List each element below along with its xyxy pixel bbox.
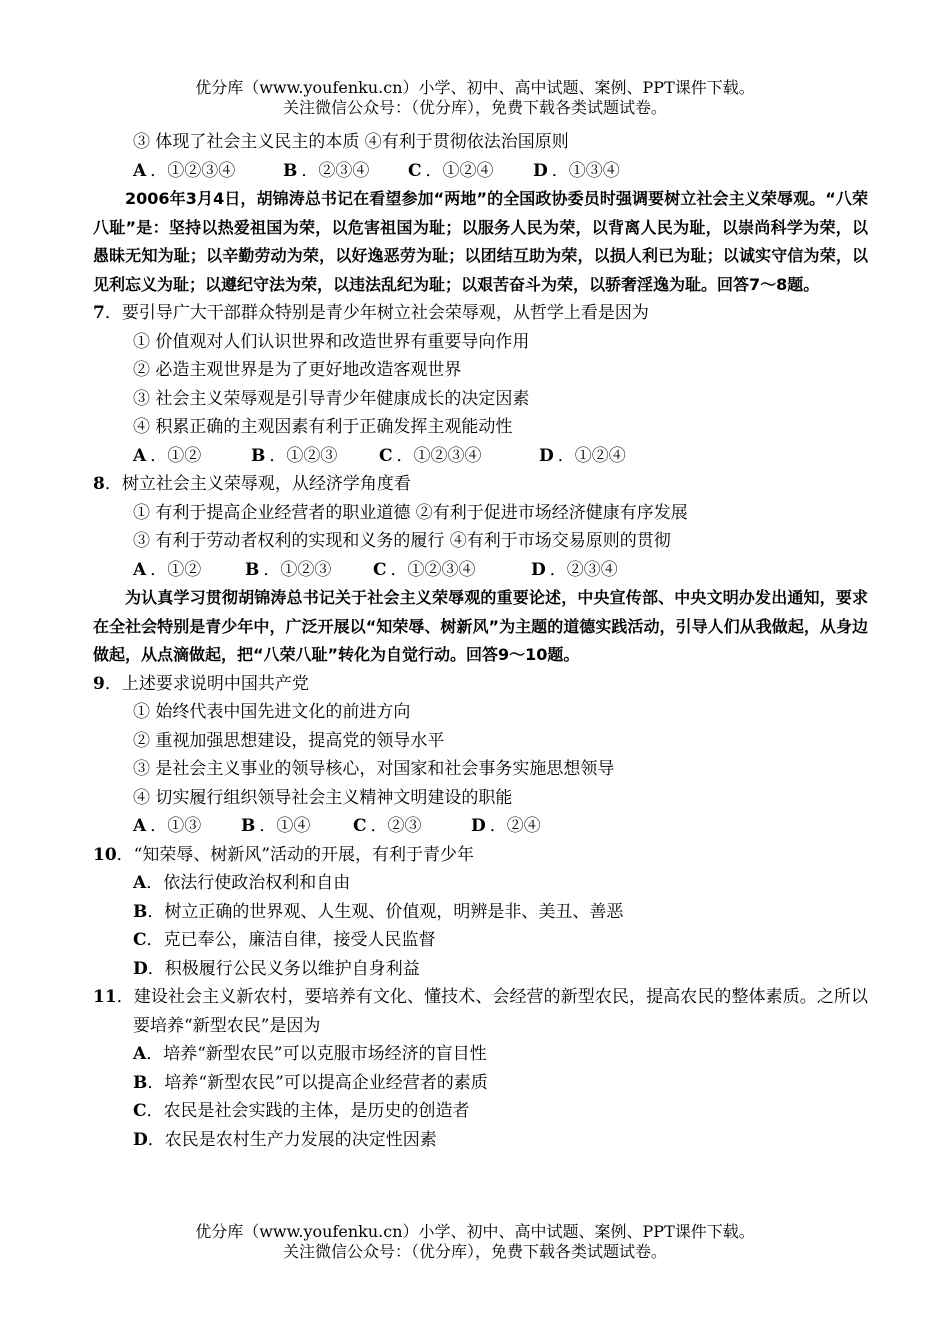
page-header xyxy=(0,78,950,118)
option-d: D ．②③④ xyxy=(531,559,618,580)
prev-options xyxy=(93,157,868,186)
question-8: 8．树立社会主义荣辱观，从经济学角度看 xyxy=(93,474,411,494)
q7-item-4: ④ 积累正确的主观因素有利于正确发挥主观能动性 xyxy=(133,417,513,437)
header-line-1: 优分库（www.youfenku.cn）小学、初中、高中试题、案例、PPT课件下载。 xyxy=(195,78,755,97)
q8-options xyxy=(93,556,868,585)
q11-choice-d: D．农民是农村生产力发展的决定性因素 xyxy=(133,1129,437,1150)
passage-1: 2006年3月4日，胡锦涛总书记在看望参加“两地”的全国政协委员时强调要树立社会主义荣辱观。“八荣八耻”是：坚持以热爱祖国为荣，以危害祖国为耻；以服务人民为荣，以背离人民为耻，以崇尚科学为荣，以愚昧无知为耻；以辛勤劳动为荣，以好逸恶劳为耻；以团结互助为荣，以损人利已为耻；以诚实守信为荣，以见利忘义为耻；以遵纪守法为荣，以违法乱纪为耻；以艰苦奋斗为荣，以骄奢淫逸为耻。回答7～8题。 xyxy=(93,189,868,294)
q8-item-1: ① 有利于提高企业经营者的职业道德 ②有利于促进市场经济健康有序发展 xyxy=(133,502,688,523)
question-9: 9．上述要求说明中国共产党 xyxy=(93,673,309,694)
q9-options xyxy=(93,812,868,841)
q7-options xyxy=(93,442,868,471)
q11-choice-b: B．培养“新型农民”可以提高企业经营者的素质 xyxy=(133,1072,488,1093)
header-line-2: 关注微信公众号：（优分库），免费下载各类试题试卷。 xyxy=(282,98,667,117)
question-7: 7．要引导广大干部群众特别是青少年树立社会荣辱观，从哲学上看是因为 xyxy=(93,303,649,323)
option-d: D ．②④ xyxy=(471,816,541,836)
q9-item-2: ② 重视加强思想建设，提高党的领导水平 xyxy=(133,730,445,751)
q9-item-3: ③ 是社会主义事业的领导核心，对国家和社会事务实施思想领导 xyxy=(133,759,615,779)
option-a: A ．①② xyxy=(133,559,202,580)
page-footer xyxy=(0,1222,950,1262)
q9-item-4: ④ 切实履行组织领导社会主义精神文明建设的职能 xyxy=(133,787,513,808)
option-b: B ．②③④ xyxy=(283,160,370,181)
option-d: D ．①②④ xyxy=(539,445,626,466)
q10-choice-c: C．克已奉公，廉洁自律，接受人民监督 xyxy=(133,930,436,950)
q8-item-2: ③ 有利于劳动者权利的实现和义务的履行 ④有利于市场交易原则的贯彻 xyxy=(133,531,671,551)
option-a: A ．①③ xyxy=(133,816,202,836)
q10-choice-a: A．依法行使政治权利和自由 xyxy=(133,873,351,893)
option-a: A ．①② xyxy=(133,445,202,466)
option-c: C ．①②③④ xyxy=(373,559,476,580)
q11-choice-c: C．农民是社会实践的主体，是历史的创造者 xyxy=(133,1101,470,1121)
option-b: B ．①②③ xyxy=(251,445,338,466)
exam-content xyxy=(93,128,868,1154)
prev-item-3: ③ 体现了社会主义民主的本质 ④有利于贯彻依法治国原则 xyxy=(133,132,569,152)
q10-choice-d: D．积极履行公民义务以维护自身利益 xyxy=(133,958,420,979)
q10-choice-b: B．树立正确的世界观、人生观、价值观，明辨是非、美丑、善恶 xyxy=(133,901,624,922)
q7-item-3: ③ 社会主义荣辱观是引导青少年健康成长的决定因素 xyxy=(133,388,530,409)
q9-item-1: ① 始终代表中国先进文化的前进方向 xyxy=(133,702,411,722)
question-10: 10．“知荣辱、树新风”活动的开展，有利于青少年 xyxy=(93,844,475,865)
option-c: C ．①②③④ xyxy=(379,445,482,466)
option-b: B ．①④ xyxy=(241,816,311,836)
option-d: D ．①③④ xyxy=(533,160,620,181)
footer-line-2: 关注微信公众号：（优分库），免费下载各类试题试卷。 xyxy=(282,1242,667,1261)
footer-line-1: 优分库（www.youfenku.cn）小学、初中、高中试题、案例、PPT课件下载。 xyxy=(195,1222,755,1241)
q11-choice-a: A．培养“新型农民”可以克服市场经济的盲目性 xyxy=(133,1044,487,1064)
question-11: 11．建设社会主义新农村，要培养有文化、懂技术、会经营的新型农民，提高农民的整体素质。之所以要培养“新型农民”是因为 xyxy=(93,987,868,1036)
q7-item-1: ① 价值观对人们认识世界和改造世界有重要导向作用 xyxy=(133,331,530,352)
q7-item-2: ② 必造主观世界是为了更好地改造客观世界 xyxy=(133,360,462,380)
option-b: B ．①②③ xyxy=(245,559,332,580)
passage-2: 为认真学习贯彻胡锦涛总书记关于社会主义荣辱观的重要论述，中央宣传部、中央文明办发出通知，要求在全社会特别是青少年中，广泛开展以“知荣辱、树新风”为主题的道德实践活动，引导人们从我做起，从身边做起，从点滴做起，把“八荣八耻”转化为自觉行动。回答9～10题。 xyxy=(93,588,868,664)
option-c: C ．①②④ xyxy=(408,160,494,181)
option-a: A ．①②③④ xyxy=(133,160,236,181)
option-c: C ．②③ xyxy=(353,816,422,836)
